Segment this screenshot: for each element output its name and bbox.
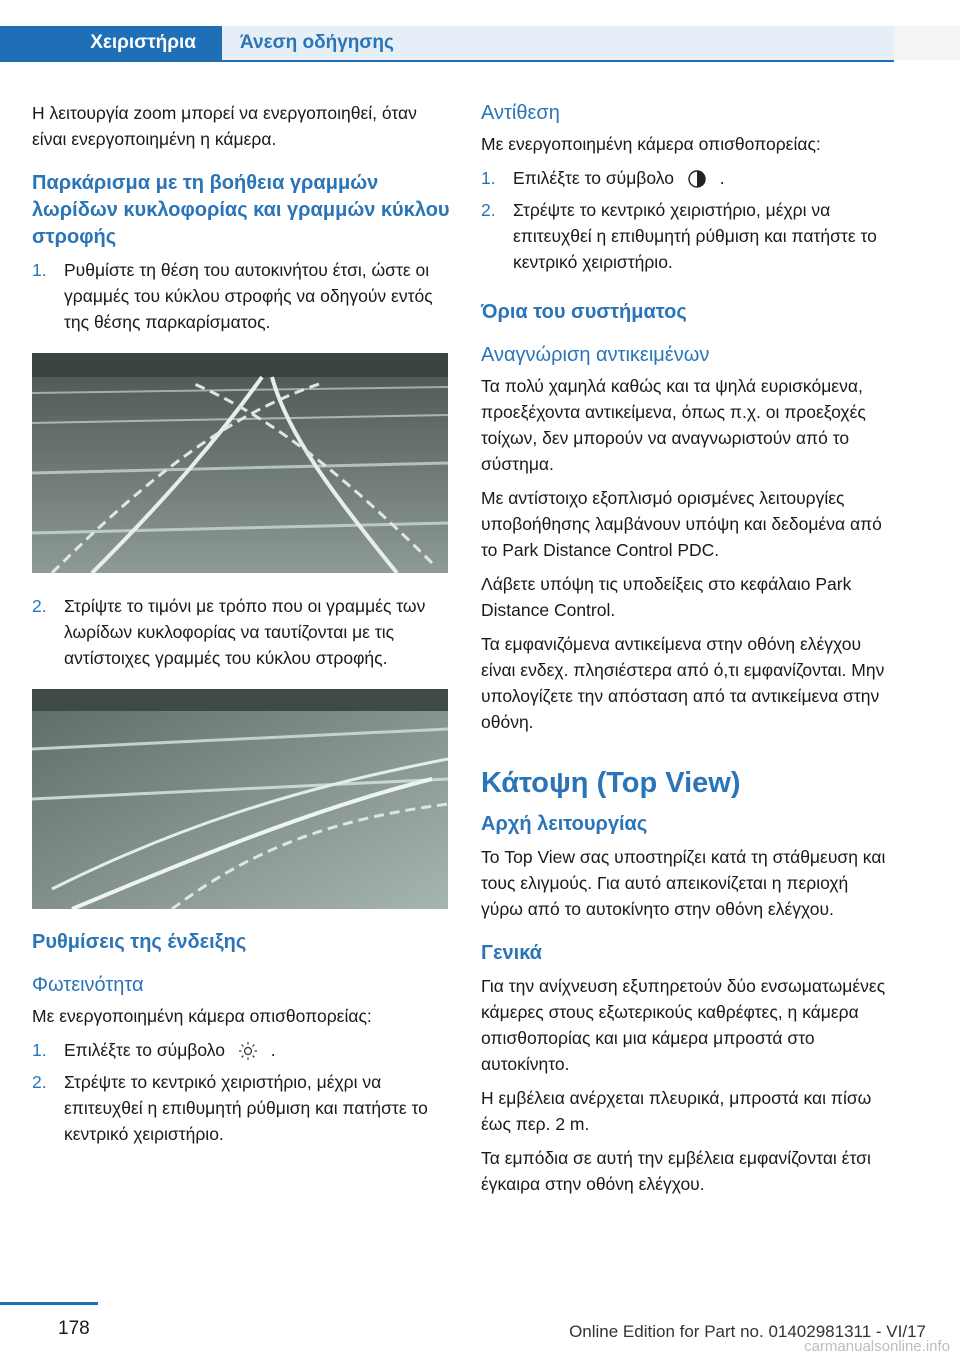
step-end: . — [719, 168, 725, 188]
detection-paragraph-3: Λάβετε υπόψη τις υποδείξεις στο κεφάλαιο Park Distance Control. — [481, 574, 852, 620]
brightness-heading: Φωτεινότητα — [32, 974, 144, 996]
step-text: Ρυθμίστε τη θέση του αυτοκινήτου έτσι, ώστε οι γραμμές του κύκλου στροφής να οδηγούν εντός της θέσης παρκαρίσματος. — [64, 260, 433, 332]
parking-steps-2 — [32, 593, 452, 671]
page-number-rule — [0, 1302, 98, 1305]
chapter-tab: Χειριστήρια — [0, 26, 222, 60]
list-item — [481, 165, 893, 191]
principle-paragraph: Το Top View σας υποστηρίζει κατά τη στάθμευση και τους ελιγμούς. Για αυτό απεικονίζεται η περιοχή γύρω από το αυτοκίνητο στην οθόνη ελέγχου. — [481, 847, 886, 919]
header-rule — [0, 60, 894, 62]
step-text: Επιλέξτε το σύμβολο — [64, 1040, 225, 1060]
contrast-intro: Με ενεργοποιημένη κάμερα οπισθοπορείας: — [481, 134, 821, 154]
contrast-heading: Αντίθεση — [481, 102, 560, 124]
parking-steps-1 — [32, 257, 452, 335]
edition-note: Online Edition for Part no. 01402981311 - VI/17 — [569, 1322, 926, 1341]
step-number: 2. — [481, 200, 496, 220]
header-tail — [894, 26, 960, 60]
step-text: Στρέψτε το κεντρικό χειριστήριο, μέχρι να επιτευχθεί η επιθυμητή ρύθμιση και πατήστε το κεντρικό χειριστήριο. — [64, 1072, 428, 1144]
right-column — [481, 100, 893, 1205]
parking-heading: Παρκάρισμα με τη βοήθεια γραμμών λωρίδων κυκλοφορίας και γραμμών κύκλου στροφής — [32, 172, 450, 248]
brightness-intro: Με ενεργοποιημένη κάμερα οπισθοπορείας: — [32, 1006, 372, 1026]
step-number: 2. — [32, 596, 47, 616]
watermark: carmanualsonline.info — [804, 1338, 950, 1355]
page-number: 178 — [58, 1318, 90, 1339]
left-column — [32, 100, 452, 1157]
detection-paragraph-2: Με αντίστοιχο εξοπλισμό ορισμένες λειτουργίες υποβοήθησης λαμβάνουν υπόψη και δεδομένα από το Park Distance Control PDC. — [481, 488, 882, 560]
top-view-heading: Κάτοψη (Top View) — [481, 767, 741, 799]
step-text: Στρέψτε το κεντρικό χειριστήριο, μέχρι να επιτευχθεί η επιθυμητή ρύθμιση και πατήστε το κεντρικό χειριστήριο. — [513, 200, 877, 272]
step-text: Επιλέξτε το σύμβολο — [513, 168, 674, 188]
general-paragraph-2: Η εμβέλεια ανέρχεται πλευρικά, μπροστά και πίσω έως περ. 2 m. — [481, 1088, 872, 1134]
zoom-intro: Η λειτουργία zoom μπορεί να ενεργοποιηθεί, όταν είναι ενεργοποιημένη η κάμερα. — [32, 103, 417, 149]
contrast-steps — [481, 165, 893, 275]
list-item — [32, 593, 452, 671]
page-header — [0, 0, 960, 60]
step-number: 2. — [32, 1072, 47, 1092]
general-heading: Γενικά — [481, 942, 542, 964]
camera-image-aligned-lines — [32, 689, 448, 909]
principle-heading: Αρχή λειτουργίας — [481, 813, 648, 835]
list-item — [32, 1069, 452, 1147]
system-limits-heading: Όρια του συστήματος — [481, 301, 687, 323]
camera-image-parking-lines — [32, 353, 448, 573]
object-detection-heading: Αναγνώριση αντικειμένων — [481, 344, 710, 366]
detection-paragraph-1: Τα πολύ χαμηλά καθώς και τα ψηλά ευρισκόμενα, προεξέχοντα αντικείμενα, όπως π.χ. οι προεξοχές τοίχων, δεν μπορούν να αναγνωριστούν από το σύστημα. — [481, 376, 866, 474]
general-paragraph-1: Για την ανίχνευση εξυπηρετούν δύο ενσωματωμένες κάμερες στους εξωτερικούς καθρέφτες, η κάμερα οπισθοπορίας και μια κάμερα μπροστά στο αυτοκίνητο. — [481, 976, 886, 1074]
step-number: 1. — [32, 1040, 47, 1060]
detection-paragraph-4: Τα εμφανιζόμενα αντικείμενα στην οθόνη ελέγχου είναι ενδεχ. πλησιέστερα από ό,τι εμφανίζονται. Μην υπολογίζετε την απόσταση από τα αντικείμενα στην οθόνη. — [481, 634, 885, 732]
step-end: . — [270, 1040, 276, 1060]
list-item — [32, 1037, 452, 1063]
step-number: 1. — [481, 168, 496, 188]
display-settings-heading: Ρυθμίσεις της ένδειξης — [32, 931, 247, 953]
sun-icon — [238, 1041, 258, 1061]
step-number: 1. — [32, 260, 47, 280]
section-tab: Άνεση οδήγησης — [222, 26, 894, 60]
step-text: Στρίψτε το τιμόνι με τρόπο που οι γραμμές των λωρίδων κυκλοφορίας να ταυτίζονται με τις αντίστοιχες γραμμές του κύκλου στροφής. — [64, 596, 426, 668]
list-item — [32, 257, 452, 335]
contrast-icon — [687, 169, 707, 189]
list-item — [481, 197, 893, 275]
general-paragraph-3: Τα εμπόδια σε αυτή την εμβέλεια εμφανίζονται έτσι έγκαιρα στην οθόνη ελέγχου. — [481, 1148, 871, 1194]
brightness-steps — [32, 1037, 452, 1147]
